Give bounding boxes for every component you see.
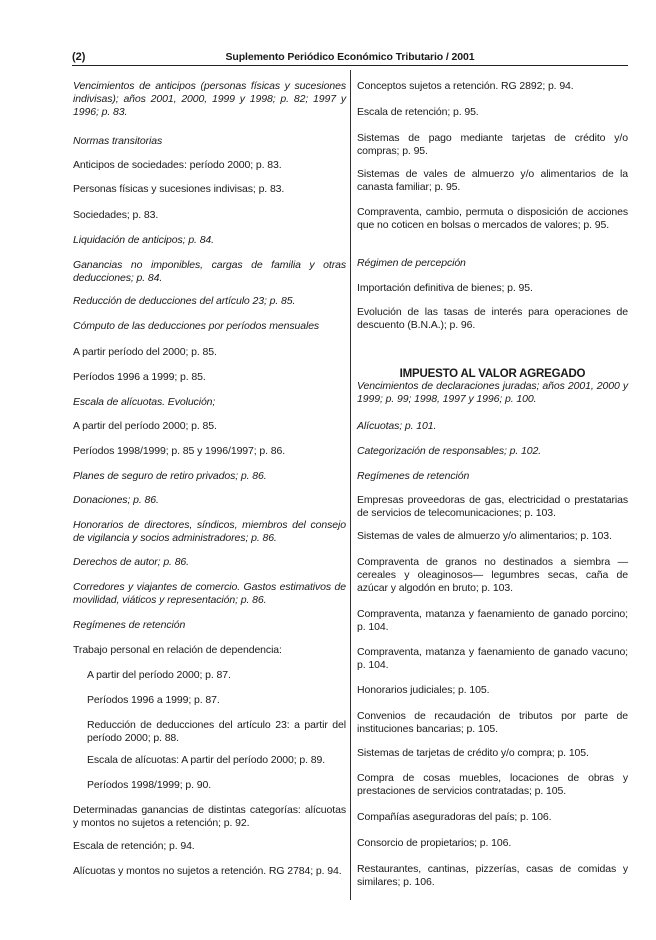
index-entry: Corredores y viajantes de comercio. Gastos estimativos de movilidad, viáticos y representación; p. 86. bbox=[73, 581, 346, 606]
index-entry: Sociedades; p. 83. bbox=[73, 209, 159, 221]
index-entry: Honorarios de directores, síndicos, miembros del consejo de vigilancia y socios administradores; p. 86. bbox=[73, 519, 346, 544]
index-entry: Vencimientos de declaraciones juradas; años 2001, 2000 y 1999; p. 99; 1998, 1997 y 1996; p. 100. bbox=[357, 380, 628, 405]
index-entry: Regímenes de retención bbox=[357, 470, 470, 482]
index-entry: Períodos 1998/1999; p. 90. bbox=[87, 779, 212, 791]
index-entry: Normas transitorias bbox=[73, 135, 163, 147]
index-entry: Escala de alícuotas: A partir del período 2000; p. 89. bbox=[87, 754, 326, 766]
running-title: Suplemento Periódico Económico Tributario / 2001 bbox=[225, 51, 475, 63]
index-entry: Alícuotas; p. 101. bbox=[357, 420, 437, 432]
index-entry: Donaciones; p. 86. bbox=[73, 494, 159, 506]
index-entry: Convenios de recaudación de tributos por parte de instituciones bancarias; p. 105. bbox=[357, 710, 628, 735]
index-entry: Personas físicas y sucesiones indivisas; p. 83. bbox=[73, 183, 285, 195]
index-entry: Períodos 1996 a 1999; p. 85. bbox=[73, 371, 206, 383]
index-entry: Compraventa, cambio, permuta o disposición de acciones que no coticen en bolsas o mercados de valores; p. 95. bbox=[357, 206, 628, 231]
index-entry: Sistemas de vales de almuerzo y/o alimentarios de la canasta familiar; p. 95. bbox=[357, 168, 628, 193]
index-entry: Sistemas de pago mediante tarjetas de crédito y/o compras; p. 95. bbox=[357, 132, 628, 157]
index-entry: Sistemas de vales de almuerzo y/o alimentarios; p. 103. bbox=[357, 530, 612, 542]
index-entry: Determinadas ganancias de distintas categorías: alícuotas y montos no sujetos a retención; p. 92. bbox=[73, 804, 346, 829]
index-entry: Importación definitiva de bienes; p. 95. bbox=[357, 282, 533, 294]
page-header bbox=[72, 47, 628, 66]
index-entry: Compra de cosas muebles, locaciones de obras y prestaciones de servicios contratadas; p. 105. bbox=[357, 772, 628, 797]
index-entry: A partir período del 2000; p. 85. bbox=[73, 346, 217, 358]
index-entry: Anticipos de sociedades: período 2000; p. 83. bbox=[73, 159, 282, 171]
index-entry: Períodos 1996 a 1999; p. 87. bbox=[87, 694, 220, 706]
section-title: IMPUESTO AL VALOR AGREGADO bbox=[399, 367, 586, 380]
index-entry: Cómputo de las deducciones por períodos mensuales bbox=[73, 320, 320, 332]
index-entry: Ganancias no imponibles, cargas de familia y otras deducciones; p. 84. bbox=[73, 259, 346, 284]
index-entry: Liquidación de anticipos; p. 84. bbox=[73, 234, 214, 246]
index-entry: Escala de retención; p. 95. bbox=[357, 106, 479, 118]
index-entry: Reducción de deducciones del artículo 23; p. 85. bbox=[73, 295, 296, 307]
index-entry: A partir del período 2000; p. 87. bbox=[87, 669, 231, 681]
index-entry: Compraventa de granos no destinados a siembra —cereales y oleaginosos— legumbres secas, caña de azúcar y algodón en bruto; p. 103. bbox=[357, 556, 628, 594]
index-entry: Reducción de deducciones del artículo 23: a partir del período 2000; p. 88. bbox=[87, 719, 346, 744]
index-entry: Compraventa, matanza y faenamiento de ganado porcino; p. 104. bbox=[357, 608, 628, 633]
index-entry: Períodos 1998/1999; p. 85 y 1996/1997; p. 86. bbox=[73, 445, 286, 457]
index-entry: Consorcio de propietarios; p. 106. bbox=[357, 837, 512, 849]
index-entry: A partir del período 2000; p. 85. bbox=[73, 420, 217, 432]
index-entry: Escala de alícuotas. Evolución; bbox=[73, 396, 216, 408]
index-entry: Sistemas de tarjetas de crédito y/o compra; p. 105. bbox=[357, 747, 589, 759]
index-entry: Alícuotas y montos no sujetos a retención. RG 2784; p. 94. bbox=[73, 865, 342, 877]
index-entry: Derechos de autor; p. 86. bbox=[73, 556, 189, 568]
index-entry: Escala de retención; p. 94. bbox=[73, 840, 195, 852]
index-entry: Régimen de percepción bbox=[357, 257, 466, 269]
index-entry: Empresas proveedoras de gas, electricidad o prestatarias de servicios de telecomunicaciones; p. 103. bbox=[357, 494, 628, 519]
index-entry: Vencimientos de anticipos (personas físicas y sucesiones indivisas); años 2001, 2000, 1999 y 1998; p. 82; 1997 y 1996; p. 83. bbox=[73, 80, 346, 118]
index-entry: Categorización de responsables; p. 102. bbox=[357, 445, 542, 457]
column-divider bbox=[350, 70, 351, 900]
index-entry: Evolución de las tasas de interés para operaciones de descuento (B.N.A.); p. 96. bbox=[357, 306, 628, 331]
index-entry: Restaurantes, cantinas, pizzerías, casas de comidas y similares; p. 106. bbox=[357, 863, 628, 888]
index-entry: Regímenes de retención bbox=[73, 619, 186, 631]
index-entry: Compañías aseguradoras del país; p. 106. bbox=[357, 811, 552, 823]
page-number: (2) bbox=[72, 51, 86, 63]
index-entry: Conceptos sujetos a retención. RG 2892; p. 94. bbox=[357, 80, 574, 92]
index-entry: Compraventa, matanza y faenamiento de ganado vacuno; p. 104. bbox=[357, 646, 628, 671]
index-entry: Planes de seguro de retiro privados; p. 86. bbox=[73, 470, 267, 482]
index-entry: Honorarios judiciales; p. 105. bbox=[357, 684, 490, 696]
index-entry: Trabajo personal en relación de dependencia: bbox=[73, 644, 282, 656]
